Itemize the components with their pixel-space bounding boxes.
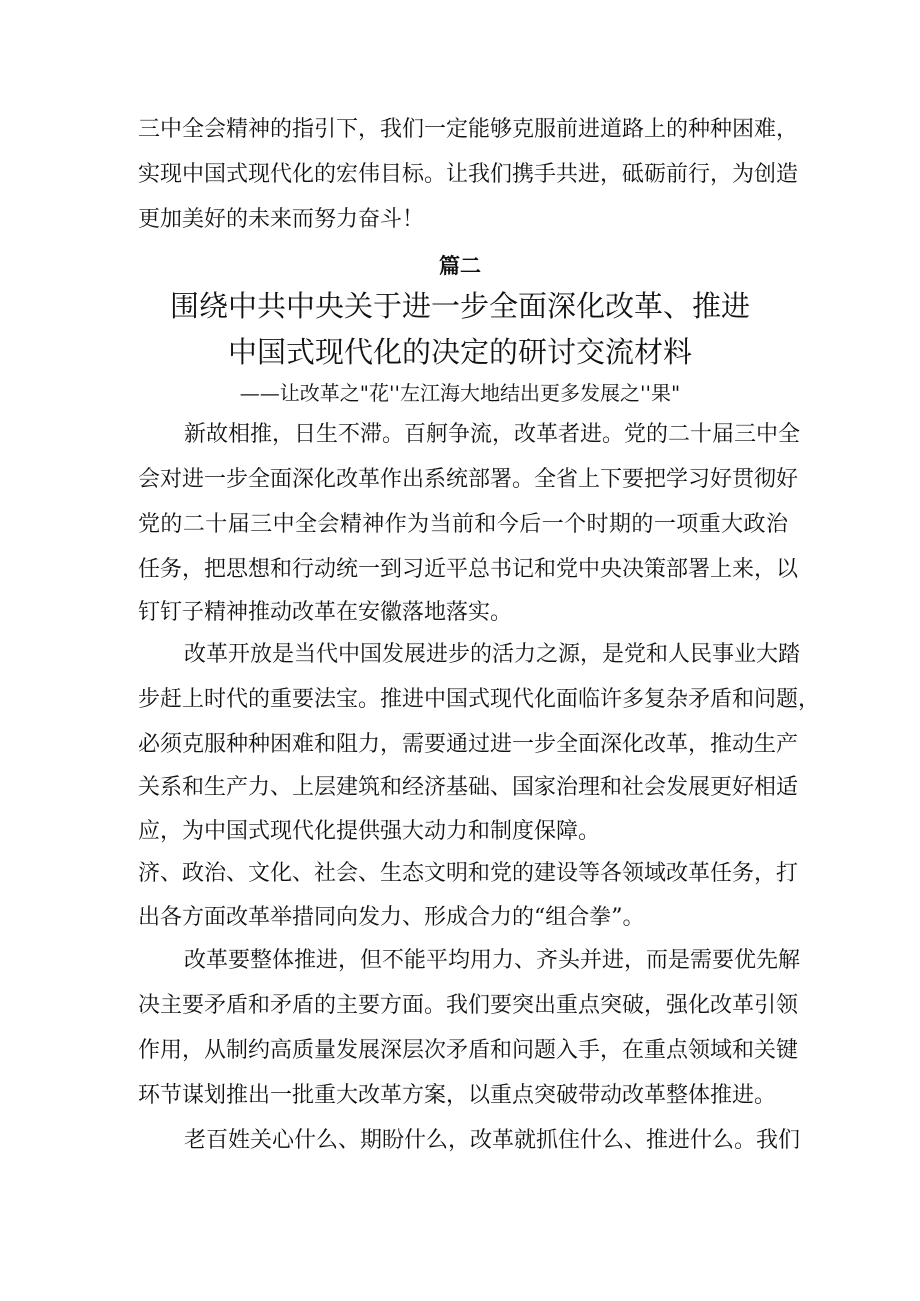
- paragraph-line: 会对进一步全面深化改革作出系统部署。全省上下要把学习好贯彻好: [138, 467, 799, 492]
- paragraph-line: 改革要整体推进，但不能平均用力、齐头并进，而是需要优先解: [184, 948, 801, 973]
- paragraph-line: 党的二十届三中全会精神作为当前和今后一个时期的一项重大政治: [138, 512, 788, 537]
- paragraph-line: 钉钉子精神推动改革在安徽落地落实。: [138, 600, 513, 625]
- intro-line: 实现中国式现代化的宏伟目标。让我们携手共进，砥砺前行，为创造: [138, 162, 799, 187]
- intro-line: 更加美好的未来而努力奋斗！: [138, 207, 425, 232]
- paragraph-line: 必须克服种种困难和阻力，需要通过进一步全面深化改革，推动生产: [138, 732, 799, 757]
- document-subtitle: ——让改革之"花''左江海大地结出更多发展之''果": [239, 381, 681, 405]
- paragraph-line: 应，为中国式现代化提供强大动力和制度保障。: [138, 819, 601, 844]
- paragraph-line: 任务，把思想和行动统一到习近平总书记和党中央决策部署上来，以: [138, 557, 799, 582]
- paragraph-line: 作用，从制约高质量发展深层次矛盾和问题入手，在重点领域和关键: [138, 1038, 799, 1063]
- section-label: 篇二: [439, 254, 481, 278]
- paragraph-line: 济、政治、文化、社会、生态文明和党的建设等各领域改革任务，打: [138, 861, 799, 886]
- paragraph-line: 改革开放是当代中国发展进步的活力之源，是党和人民事业大踏: [184, 642, 801, 667]
- paragraph-line: 关系和生产力、上层建筑和经济基础、国家治理和社会发展更好相适: [138, 775, 799, 800]
- paragraph-line: 步赶上时代的重要法宝。推进中国式现代化面临许多复杂矛盾和问题，: [138, 687, 821, 712]
- document-title: 中国式现代化的决定的研讨交流材料: [227, 335, 692, 369]
- paragraph-line: 决主要矛盾和矛盾的主要方面。我们要突出重点突破，强化改革引领: [138, 993, 799, 1018]
- paragraph-line: 老百姓关心什么、期盼什么，改革就抓住什么、推进什么。我们: [184, 1128, 801, 1153]
- paragraph-line: 新故相推，日生不滞。百舸争流，改革者进。党的二十届三中全: [184, 422, 801, 447]
- paragraph-line: 出各方面改革举措同向发力、形成合力的“组合拳”。: [138, 905, 645, 930]
- intro-line: 三中全会精神的指引下，我们一定能够克服前进道路上的种种困难，: [138, 117, 799, 142]
- document-title: 围绕中共中央关于进一步全面深化改革、推进: [169, 289, 750, 323]
- paragraph-line: 环节谋划推出一批重大改革方案，以重点突破带动改革整体推进。: [138, 1083, 777, 1108]
